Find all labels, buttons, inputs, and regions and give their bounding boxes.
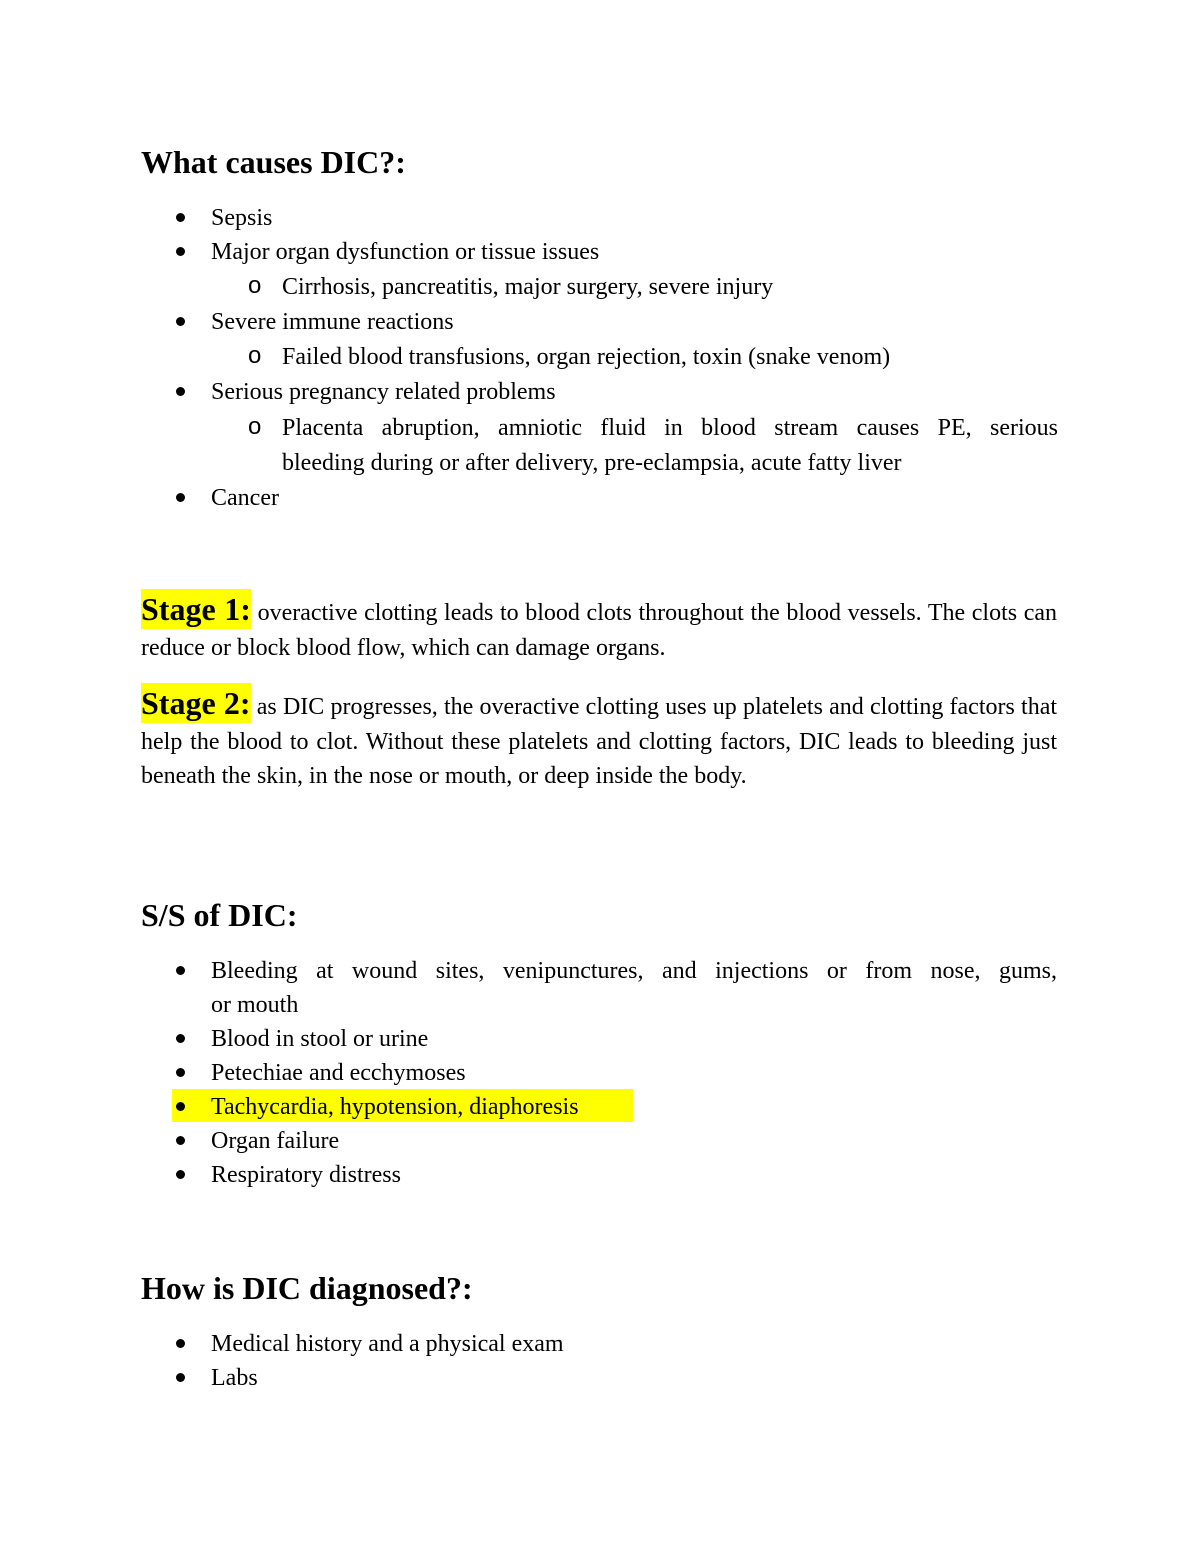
bullet-icon <box>176 247 185 256</box>
sub-list-item: Failed blood transfusions, organ rejection, toxin (snake venom) <box>282 344 891 370</box>
bullet-icon <box>176 1102 185 1111</box>
list-item: Organ failure <box>211 1128 340 1154</box>
list-item: Medical history and a physical exam <box>211 1331 564 1357</box>
bullet-icon <box>176 387 185 396</box>
stage-2-label: Stage 2: <box>141 685 251 721</box>
diagnosis-heading: How is DIC diagnosed?: <box>141 1270 473 1306</box>
list-item: Respiratory distress <box>211 1162 401 1188</box>
bullet-icon <box>176 1068 185 1077</box>
bullet-icon <box>176 1339 185 1348</box>
sub-bullet-icon: o <box>248 342 262 369</box>
list-item: Bleeding at wound sites, venipunctures, and injections or from nose, gums, <box>211 958 1057 984</box>
list-item: Sepsis <box>211 205 273 231</box>
bullet-icon <box>176 493 185 502</box>
bullet-icon <box>176 966 185 975</box>
sub-list-item-continued: bleeding during or after delivery, pre-eclampsia, acute fatty liver <box>282 450 902 476</box>
bullet-icon <box>176 1373 185 1382</box>
sub-list-item: Placenta abruption, amniotic fluid in blood stream causes PE, serious <box>282 415 1058 441</box>
list-item-highlighted: Tachycardia, hypotension, diaphoresis <box>211 1094 579 1120</box>
list-item: Cancer <box>211 485 279 511</box>
bullet-icon <box>176 1034 185 1043</box>
list-item: Petechiae and ecchymoses <box>211 1060 466 1086</box>
bullet-icon <box>176 213 185 222</box>
stage-2-paragraph <box>141 686 1057 794</box>
sub-bullet-icon: o <box>248 413 262 440</box>
list-item: Major organ dysfunction or tissue issues <box>211 239 600 265</box>
list-item: Severe immune reactions <box>211 309 454 335</box>
stage-2-text: as DIC progresses, the overactive clotting uses up platelets and clotting factors that help the blood to clot. Without these platelets and clotting factors, DIC leads to bleeding just beneath the skin, in the nose or mouth, or deep inside the body. <box>141 694 1058 789</box>
list-item: Labs <box>211 1365 258 1391</box>
bullet-icon <box>176 317 185 326</box>
list-item: Blood in stool or urine <box>211 1026 429 1052</box>
sub-list-item: Cirrhosis, pancreatitis, major surgery, severe injury <box>282 274 774 300</box>
stage-1-label: Stage 1: <box>141 591 251 627</box>
symptoms-heading: S/S of DIC: <box>141 897 298 933</box>
list-item: Serious pregnancy related problems <box>211 379 556 405</box>
list-item-continued: or mouth <box>211 992 299 1018</box>
causes-heading: What causes DIC?: <box>141 144 406 180</box>
stage-1-text: overactive clotting leads to blood clots throughout the blood vessels. The clots can reduce or block blood flow, which can damage organs. <box>141 600 1058 661</box>
bullet-icon <box>176 1170 185 1179</box>
bullet-icon <box>176 1136 185 1145</box>
sub-bullet-icon: o <box>248 272 262 299</box>
stage-1-paragraph <box>141 592 1057 665</box>
